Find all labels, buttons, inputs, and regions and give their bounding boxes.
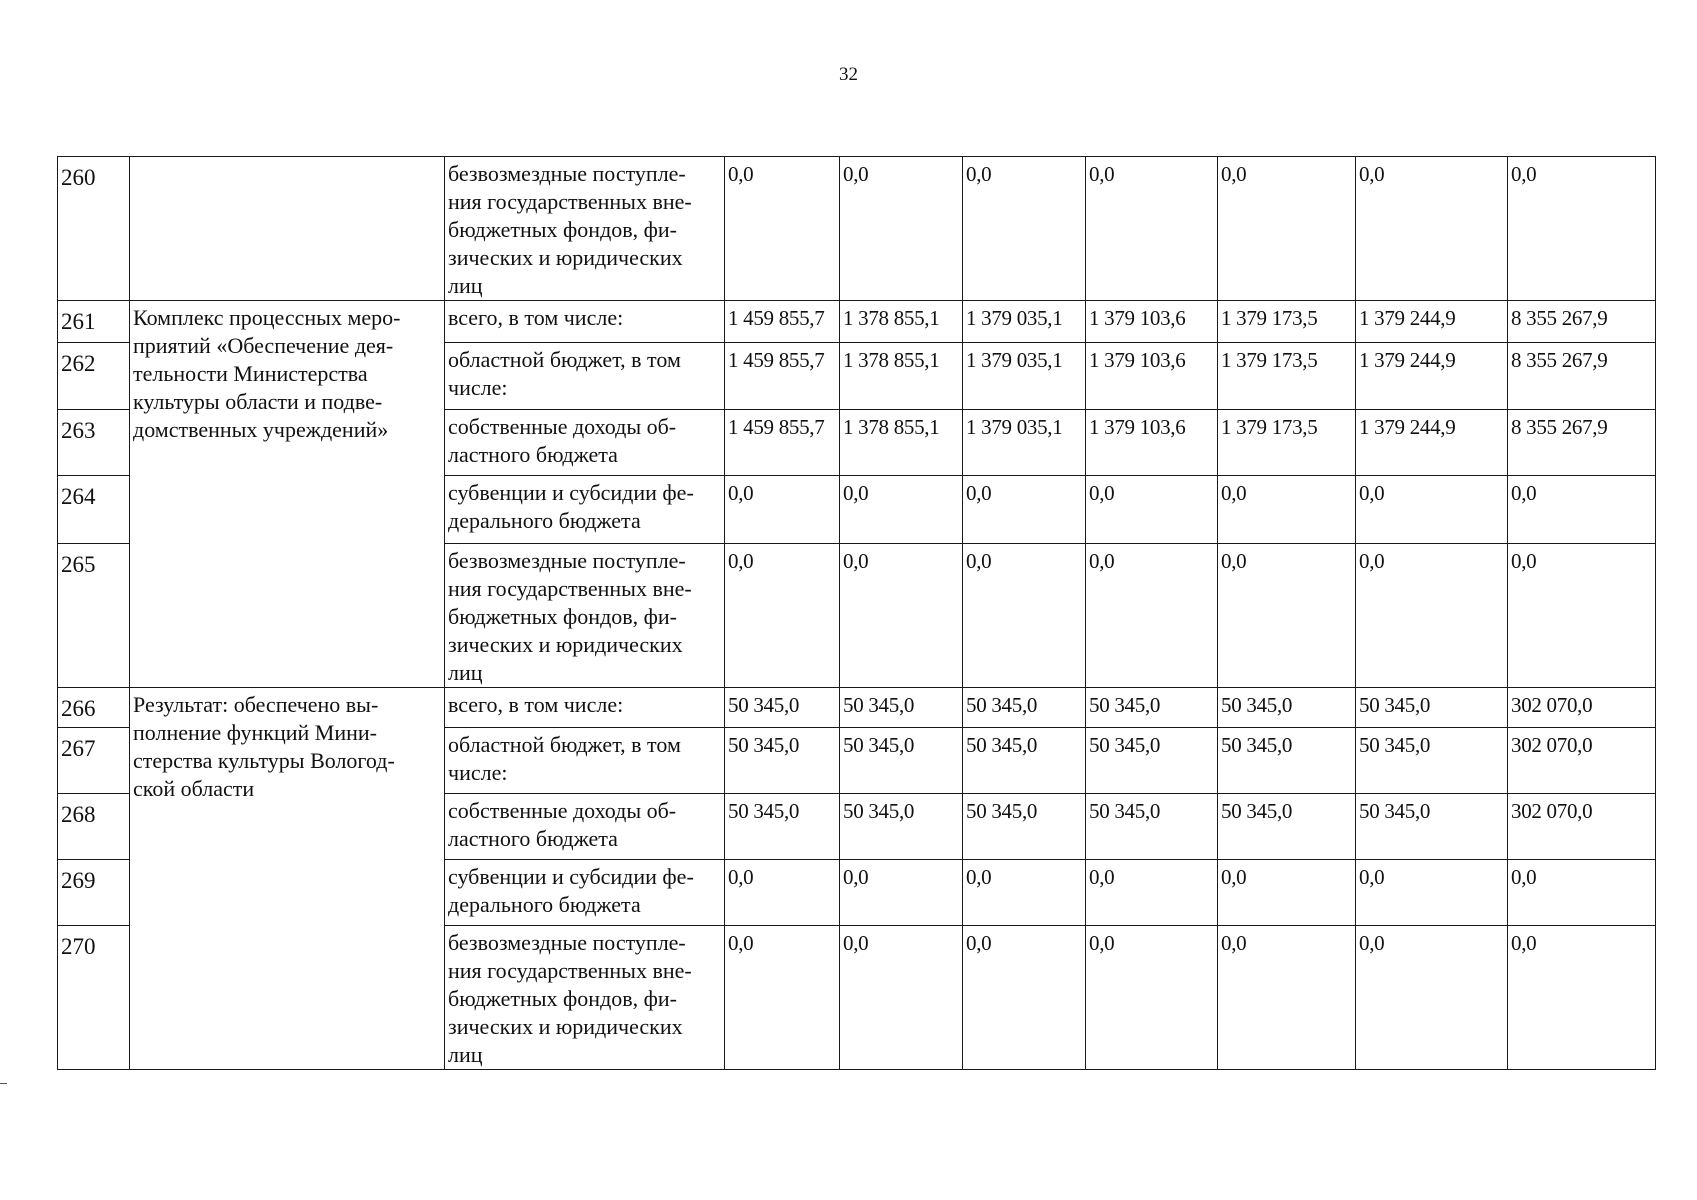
year-value-cell: 0,0 [1356,926,1508,1070]
year-value-cell: 0,0 [963,926,1086,1070]
row-number: 263 [58,410,130,476]
year-value-cell: 0,0 [840,476,963,544]
row-number: 265 [58,544,130,688]
year-value-cell: 0,0 [1218,544,1356,688]
year-value-cell: 0,0 [840,926,963,1070]
year-value-cell: 1 459 855,7 [725,301,840,343]
year-value-cell: 50 345,0 [1086,688,1218,728]
year-value-cell: 50 345,0 [1086,794,1218,860]
year-value-cell: 50 345,0 [1356,688,1508,728]
year-value-cell: 50 345,0 [840,688,963,728]
year-value-cell: 50 345,0 [840,794,963,860]
year-value-cell: 50 345,0 [725,688,840,728]
row-number: 268 [58,794,130,860]
year-value-cell: 0,0 [1356,544,1508,688]
year-value-cell: 50 345,0 [1356,794,1508,860]
year-value-cell: 0,0 [1356,157,1508,301]
year-value-cell: 0,0 [1218,157,1356,301]
year-value-cell: 1 378 855,1 [840,343,963,410]
table-row [58,688,1656,728]
year-value-cell: 1 379 103,6 [1086,410,1218,476]
year-value-cell: 50 345,0 [963,688,1086,728]
year-value-cell: 1 378 855,1 [840,410,963,476]
row-number: 260 [58,157,130,301]
year-value-cell: 0,0 [725,926,840,1070]
category-cell: Комплекс процессных меро- приятий «Обеспечение дея- тельности Министерства культуры области и подве- домственных учреждений» [130,301,445,688]
budget-table [57,156,1656,1070]
year-value-cell: 1 379 173,5 [1218,343,1356,410]
year-value-cell: 50 345,0 [963,794,1086,860]
year-value-cell: 1 379 035,1 [963,343,1086,410]
year-value-cell: 0,0 [725,544,840,688]
row-number: 261 [58,301,130,343]
year-value-cell: 0,0 [1218,926,1356,1070]
year-value-cell: 0,0 [1086,157,1218,301]
year-value-cell: 50 345,0 [725,728,840,794]
year-value-cell: 1 379 035,1 [963,301,1086,343]
row-number: 267 [58,728,130,794]
year-value-cell: 50 345,0 [1218,688,1356,728]
year-value-cell: 50 345,0 [1218,728,1356,794]
funding-source-cell: безвозмездные поступле- ния государственных вне- бюджетных фондов, фи- зических и юридических лиц [445,544,725,688]
funding-source-cell: собственные доходы об- ластного бюджета [445,794,725,860]
year-value-cell: 0,0 [1356,476,1508,544]
year-value-cell: 0,0 [963,476,1086,544]
year-value-cell: 1 379 173,5 [1218,301,1356,343]
row-number: 262 [58,343,130,410]
year-value-cell: 1 459 855,7 [725,410,840,476]
total-value-cell: 8 355 267,9 [1508,410,1656,476]
year-value-cell: 50 345,0 [1086,728,1218,794]
year-value-cell: 0,0 [1086,860,1218,926]
year-value-cell: 0,0 [1086,476,1218,544]
funding-source-cell: безвозмездные поступле- ния государственных вне- бюджетных фондов, фи- зических и юридических лиц [445,157,725,301]
year-value-cell: 1 379 244,9 [1356,343,1508,410]
total-value-cell: 0,0 [1508,544,1656,688]
year-value-cell: 1 459 855,7 [725,343,840,410]
funding-source-cell: безвозмездные поступле- ния государственных вне- бюджетных фондов, фи- зических и юридических лиц [445,926,725,1070]
funding-source-cell: всего, в том числе: [445,301,725,343]
year-value-cell: 1 379 173,5 [1218,410,1356,476]
year-value-cell: 0,0 [725,157,840,301]
year-value-cell: 0,0 [840,860,963,926]
funding-source-cell: собственные доходы об- ластного бюджета [445,410,725,476]
year-value-cell: 50 345,0 [725,794,840,860]
year-value-cell: 0,0 [1356,860,1508,926]
year-value-cell: 0,0 [840,544,963,688]
year-value-cell: 0,0 [725,476,840,544]
funding-source-cell: областной бюджет, в том числе: [445,728,725,794]
funding-source-cell: субвенции и субсидии фе- дерального бюджета [445,860,725,926]
row-number: 266 [58,688,130,728]
year-value-cell: 0,0 [1218,476,1356,544]
table-body [58,157,1656,1070]
year-value-cell: 1 379 103,6 [1086,301,1218,343]
funding-source-cell: субвенции и субсидии фе- дерального бюджета [445,476,725,544]
year-value-cell: 0,0 [963,157,1086,301]
total-value-cell: 0,0 [1508,860,1656,926]
year-value-cell: 1 378 855,1 [840,301,963,343]
year-value-cell: 0,0 [963,860,1086,926]
funding-source-cell: всего, в том числе: [445,688,725,728]
year-value-cell: 50 345,0 [963,728,1086,794]
total-value-cell: 0,0 [1508,157,1656,301]
year-value-cell: 1 379 244,9 [1356,410,1508,476]
year-value-cell: 50 345,0 [1356,728,1508,794]
year-value-cell: 1 379 103,6 [1086,343,1218,410]
year-value-cell: 0,0 [1086,544,1218,688]
funding-source-cell: областной бюджет, в том числе: [445,343,725,410]
year-value-cell: 0,0 [963,544,1086,688]
total-value-cell: 0,0 [1508,926,1656,1070]
year-value-cell: 0,0 [1086,926,1218,1070]
total-value-cell: 8 355 267,9 [1508,301,1656,343]
year-value-cell: 1 379 244,9 [1356,301,1508,343]
row-number: 269 [58,860,130,926]
category-cell: Результат: обеспечено вы- полнение функций Мини- стерства культуры Вологод- ской области [130,688,445,1070]
total-value-cell: 0,0 [1508,476,1656,544]
year-value-cell: 0,0 [1218,860,1356,926]
year-value-cell: 50 345,0 [840,728,963,794]
page-number: 32 [839,64,858,85]
row-number: 264 [58,476,130,544]
total-value-cell: 302 070,0 [1508,794,1656,860]
table-row [58,301,1656,343]
total-value-cell: 302 070,0 [1508,728,1656,794]
category-cell [130,157,445,301]
table-row [58,157,1656,301]
row-number: 270 [58,926,130,1070]
total-value-cell: 8 355 267,9 [1508,343,1656,410]
total-value-cell: 302 070,0 [1508,688,1656,728]
year-value-cell: 0,0 [840,157,963,301]
year-value-cell: 50 345,0 [1218,794,1356,860]
margin-tick [0,1083,7,1084]
year-value-cell: 0,0 [725,860,840,926]
year-value-cell: 1 379 035,1 [963,410,1086,476]
